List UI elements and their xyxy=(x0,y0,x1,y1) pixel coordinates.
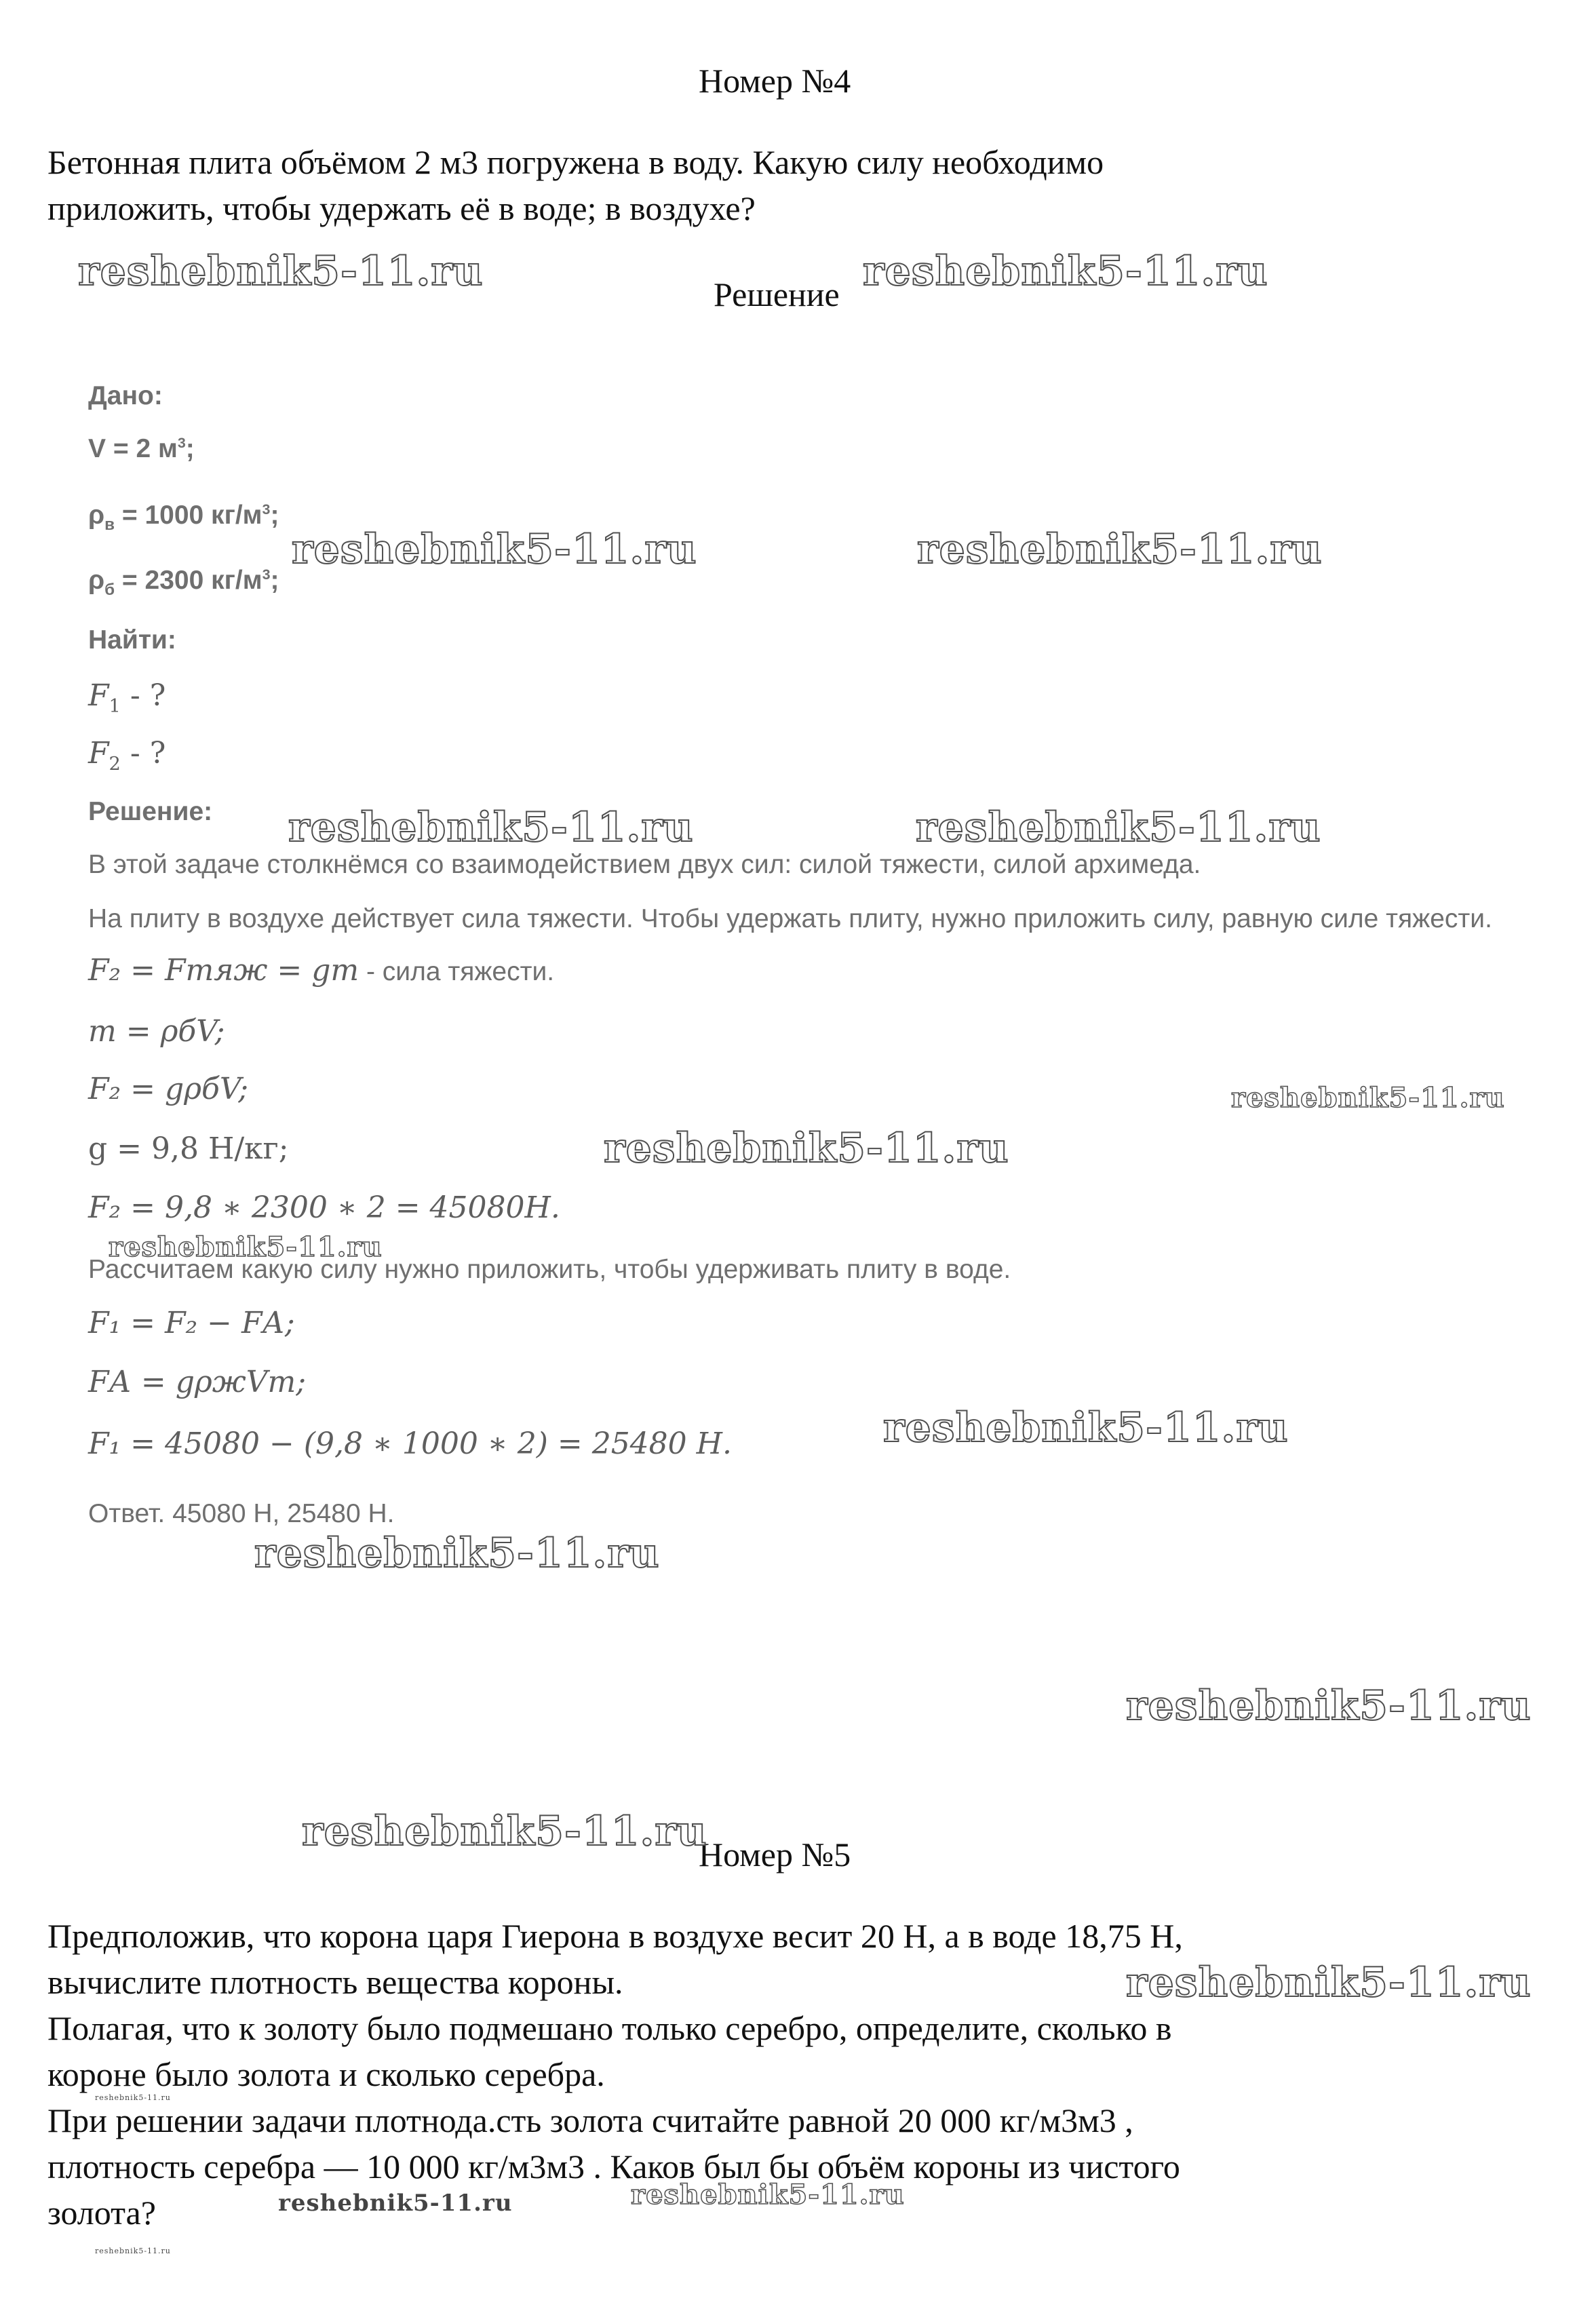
watermark: reshebnik5-11.ru xyxy=(78,248,484,295)
watermark: reshebnik5-11.ru xyxy=(1231,1082,1505,1114)
watermark: reshebnik5-11.ru xyxy=(631,2179,905,2211)
watermark: reshebnik5-11.ru xyxy=(916,804,1321,851)
problem5-text-line4: короне было золота и сколько серебра. xyxy=(47,2055,605,2093)
watermark: reshebnik5-11.ru xyxy=(604,1125,1009,1172)
given-water-density: $\rho_в = 1000$ $кг/м^3$; xyxy=(88,501,279,534)
problem5-text-line5: При решении задачи плотнода.сть золота считайте равной 20 000 кг/м3м3 , xyxy=(47,2101,1133,2139)
watermark: reshebnik5-11.ru xyxy=(883,1404,1289,1452)
find-label: Найти: xyxy=(88,625,176,655)
solution-text1: В этой задаче столкнёмся со взаимодействием двух сил: силой тяжести, силой архимеда. xyxy=(88,850,1201,879)
equation-gravity: F₂ = Fтяж = gm - сила тяжести. xyxy=(88,953,555,988)
equation-archimedes: FА = gρжVт; xyxy=(88,1365,307,1399)
problem5-text-line3: Полагая, что к золоту было подмешано только серебро, определите, сколько в xyxy=(47,2009,1172,2047)
equation-f1-value: F₁ = 45080 − (9,8 ∗ 1000 ∗ 2) = 25480 Н. xyxy=(88,1426,733,1461)
given-concrete-density: $\rho_б = 2300$ $кг/м^3$; xyxy=(88,566,279,599)
given-label: Дано: xyxy=(88,381,163,410)
watermark: reshebnik5-11.ru xyxy=(863,248,1268,295)
equation-g: g = 9,8 Н/кг; xyxy=(88,1131,289,1166)
watermark: reshebnik5-11.ru xyxy=(1126,1682,1532,1730)
watermark: reshebnik5-11.ru xyxy=(1126,1959,1532,2006)
equation-f1: F₁ = F₂ − FА; xyxy=(88,1306,295,1340)
problem4-text-line2: приложить, чтобы удержать её в воде; в воздухе? xyxy=(47,189,756,227)
find-f1: $F_1$ - ? xyxy=(88,678,166,717)
watermark: reshebnik5-11.ru xyxy=(288,804,694,851)
watermark: reshebnik5-11.ru xyxy=(292,526,697,573)
problem5-text-line7: золота? xyxy=(47,2194,156,2232)
watermark: reshebnik5-11.ru xyxy=(302,1808,707,1855)
equation-f2: F₂ = gρбV; xyxy=(88,1072,249,1106)
watermark: reshebnik5-11.ru xyxy=(109,1231,383,1263)
watermark: reshebnik5-11.ru xyxy=(95,2247,171,2255)
watermark: reshebnik5-11.ru xyxy=(917,526,1323,573)
equation-mass: m = ρбV; xyxy=(88,1014,225,1049)
equation-f2-value: F₂ = 9,8 ∗ 2300 ∗ 2 = 45080Н. xyxy=(88,1190,560,1225)
problem5-text-line1: Предположив, что корона царя Гиерона в воздухе весит 20 Н, а в воде 18,75 Н, xyxy=(47,1917,1183,1955)
watermark: reshebnik5-11.ru xyxy=(254,1530,660,1577)
problem4-title: Номер №4 xyxy=(699,62,851,100)
solution-text3: Рассчитаем какую силу нужно приложить, чтобы удерживать плиту в воде. xyxy=(88,1255,1011,1284)
find-f2: $F_2$ - ? xyxy=(88,736,166,775)
solve-label: Решение: xyxy=(88,797,213,826)
solution-text2: На плиту в воздухе действует сила тяжести. Чтобы удержать плиту, нужно приложить силу, равную силе тяжести. xyxy=(88,904,1492,933)
watermark: reshebnik5-11.ru xyxy=(95,2093,171,2102)
solution-heading: Решение xyxy=(714,275,840,313)
answer: Ответ. 45080 Н, 25480 Н. xyxy=(88,1499,395,1528)
problem5-title: Номер №5 xyxy=(699,1836,851,1873)
problem5-text-line6: плотность серебра — 10 000 кг/м3м3 . Каков был бы объём короны из чистого xyxy=(47,2148,1180,2186)
watermark: reshebnik5-11.ru xyxy=(278,2190,513,2217)
problem4-text-line1: Бетонная плита объёмом 2 м3 погружена в воду. Какую силу необходимо xyxy=(47,143,1104,181)
given-volume: V = 2 $м^3$; xyxy=(88,434,195,463)
problem5-text-line2: вычислите плотность вещества короны. xyxy=(47,1963,623,2001)
